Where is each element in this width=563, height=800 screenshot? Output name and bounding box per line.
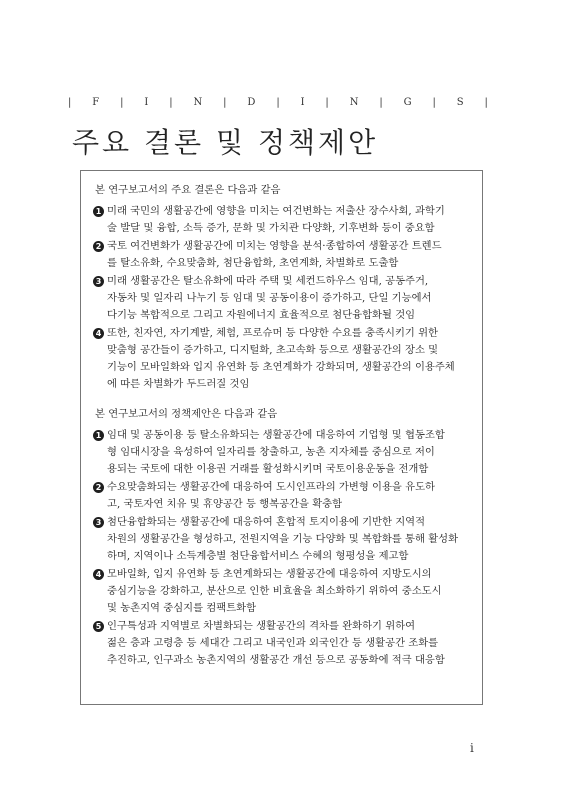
- conclusion-item: [95, 273, 474, 324]
- header-letter: F: [92, 96, 100, 108]
- conclusion-item: [95, 203, 474, 237]
- header-divider: |: [68, 96, 72, 108]
- proposals-intro: 본 연구보고서의 정책제안은 다음과 같음: [95, 408, 278, 420]
- item-line: 중심기능을 강화하고, 분산으로 인한 비효율을 최소화하기 위하여 중소도시: [107, 585, 442, 597]
- header-divider: |: [223, 96, 227, 108]
- number-badge: 3: [93, 276, 104, 287]
- item-line: 형 임대시장을 육성하여 일자리를 창출하고, 농촌 지자체를 중심으로 저이: [107, 446, 435, 458]
- proposal-item: [95, 566, 474, 617]
- item-line: 및 농촌지역 중심지를 컴팩트화함: [107, 602, 257, 614]
- header-letter: D: [247, 96, 256, 108]
- header-divider: |: [169, 96, 173, 108]
- header-divider: |: [325, 96, 329, 108]
- number-badge: 4: [93, 328, 104, 339]
- number-badge: 4: [93, 569, 104, 580]
- number-badge: 1: [93, 206, 104, 217]
- item-line: 또한, 친자연, 자기계발, 체험, 프로슈머 등 다양한 수요를 충족시키기 위한: [107, 327, 439, 339]
- item-line: 미래 국민의 생활공간에 영향을 미치는 여건변화는 저출산 장수사회, 과학기: [107, 205, 445, 217]
- item-line: 차원의 생활공간을 형성하고, 전원지역을 기능 다양화 및 복합화를 통해 활성화: [107, 533, 459, 545]
- header-letter: N: [349, 96, 359, 108]
- conclusions-intro: 본 연구보고서의 주요 결론은 다음과 같음: [95, 184, 281, 196]
- item-line: 에 따른 차별화가 두드러질 것임: [107, 378, 250, 390]
- item-line: 맞춤형 공간들이 증가하고, 디지털화, 초고속화 등으로 생활공간의 장소 및: [107, 344, 439, 356]
- header-divider: |: [120, 96, 124, 108]
- proposal-item: [95, 514, 474, 565]
- header-letter: I: [300, 96, 305, 108]
- page-number: i: [470, 741, 474, 755]
- proposal-item: [95, 479, 474, 513]
- item-line: 미래 생활공간은 탈소유화에 따라 주택 및 세컨드하우스 임대, 공동주거,: [107, 275, 429, 287]
- header-divider: |: [484, 96, 488, 108]
- item-line: 국토 여건변화가 생활공간에 미치는 영향을 분석·종합하여 생활공간 트렌드: [107, 240, 442, 252]
- item-line: 술 발달 및 융합, 소득 증가, 문화 및 가치관 다양화, 기후변화 등이 중요함: [107, 222, 435, 234]
- header-letter: G: [403, 96, 412, 108]
- item-line: 를 탈소유화, 수요맞춤화, 첨단융합화, 초연계화, 차별화로 도출함: [107, 257, 399, 269]
- proposal-item: [95, 427, 474, 478]
- header-divider: |: [432, 96, 436, 108]
- item-line: 기능이 모바일화와 입지 유연화 등 초연계화가 강화되며, 생활공간의 이용주체: [107, 361, 455, 373]
- header-letter: N: [193, 96, 203, 108]
- header-letter: I: [144, 96, 149, 108]
- summary-box: [80, 170, 483, 705]
- number-badge: 1: [93, 430, 104, 441]
- number-badge: 3: [93, 517, 104, 528]
- number-badge: 5: [93, 621, 104, 632]
- item-line: 첨단융합화되는 생활공간에 대응하여 혼합적 토지이용에 기반한 지역적: [107, 516, 426, 528]
- number-badge: 2: [93, 482, 104, 493]
- item-line: 임대 및 공동이용 등 탈소유화되는 생활공간에 대응하여 기업형 및 협동조합: [107, 429, 445, 441]
- header-letter: S: [456, 96, 464, 108]
- item-line: 인구특성과 지역별로 차별화되는 생활공간의 격차를 완화하기 위하여: [107, 620, 416, 632]
- item-line: 추진하고, 인구과소 농촌지역의 생활공간 개선 등으로 공동화에 적극 대응함: [107, 654, 445, 666]
- item-line: 수요맞춤화되는 생활공간에 대응하여 도시인프라의 가변형 이용을 유도하: [107, 481, 435, 493]
- item-line: 용되는 국토에 대한 이용권 거래를 활성화시키며 국토이용운동을 전개함: [107, 463, 429, 475]
- header-divider: |: [379, 96, 383, 108]
- item-line: 모바일화, 입지 유연화 등 초연계화되는 생활공간에 대응하여 지방도시의: [107, 568, 432, 580]
- item-line: 하며, 지역이나 소득계층별 첨단융합서비스 수혜의 형평성을 제고함: [107, 550, 409, 562]
- conclusion-item: [95, 238, 474, 272]
- header-divider: |: [276, 96, 280, 108]
- item-line: 젊은 층과 고령층 등 세대간 그리고 내국인과 외국인간 등 생활공간 조화를: [107, 637, 439, 649]
- conclusion-item: [95, 325, 474, 393]
- item-line: 자동차 및 일자리 나누기 등 임대 및 공동이용이 증가하고, 단일 기능에서: [107, 292, 432, 304]
- item-line: 다기능 복합적으로 그리고 자원에너지 효율적으로 첨단융합화될 것임: [107, 309, 416, 321]
- proposal-item: [95, 618, 474, 669]
- findings-header: [68, 92, 488, 112]
- item-line: 고, 국토자연 치유 및 휴양공간 등 행복공간을 확충함: [107, 498, 343, 510]
- number-badge: 2: [93, 241, 104, 252]
- page-title: 주요 결론 및 정책제안: [72, 126, 379, 159]
